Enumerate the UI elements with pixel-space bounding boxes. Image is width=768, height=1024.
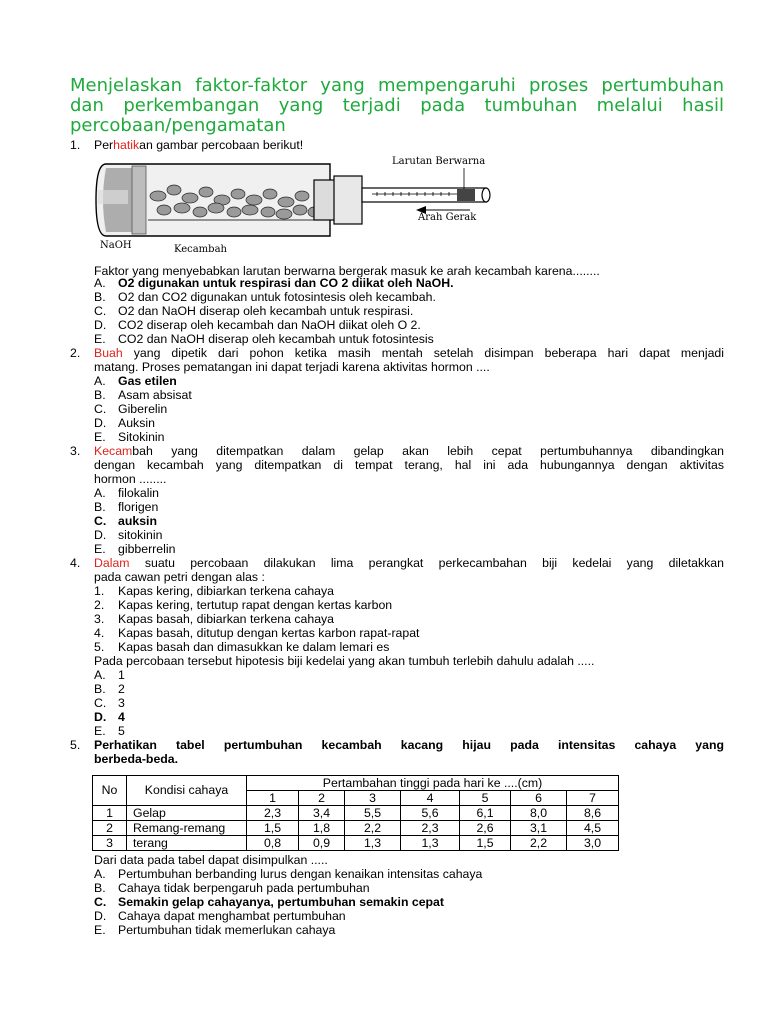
q3-option-e: E. gibberrelin	[94, 542, 176, 556]
table-cell: 3,1	[511, 821, 567, 836]
q3-stem-line3: hormon ........	[94, 472, 167, 486]
q4-item-3: 3. Kapas basah, dibiarkan terkena cahaya	[94, 612, 335, 626]
q2-option-b: B. Asam absisat	[94, 388, 192, 402]
q2-number: 2.	[70, 346, 81, 360]
row-no: 3	[93, 836, 127, 851]
q2-option-d: D. Auksin	[94, 416, 155, 430]
row-kondisi: Remang-remang	[127, 821, 247, 836]
q1-option-a: A. O2 digunakan untuk respirasi dan CO 2 diikat oleh NaOH.	[94, 276, 454, 290]
table-cell: 5,6	[401, 806, 460, 821]
q4-item-5: 5. Kapas basah dan dimasukkan ke dalam lemari es	[94, 640, 390, 654]
header-day: 3	[345, 791, 401, 806]
q4-option-a: A. 1	[94, 668, 125, 682]
label-arah-gerak: Arah Gerak	[418, 212, 477, 223]
q4-stem-line2: pada cawan petri dengan alas :	[94, 570, 265, 584]
row-no: 1	[93, 806, 127, 821]
q4-number: 4.	[70, 556, 81, 570]
table-cell: 2,2	[345, 821, 401, 836]
q1-option-d: D. CO2 diserap oleh kecambah dan NaOH diikat oleh O 2.	[94, 318, 421, 332]
row-kondisi: Gelap	[127, 806, 247, 821]
table-row	[93, 806, 619, 821]
q5-option-a: A. Pertumbuhan berbanding lurus dengan kenaikan intensitas cahaya	[94, 867, 483, 881]
label-kecambah: Kecambah	[174, 244, 227, 255]
table-cell: 0,8	[247, 836, 299, 851]
table-cell: 8,6	[567, 806, 619, 821]
table-cell: 1,5	[247, 821, 299, 836]
q4-item-4: 4. Kapas basah, ditutup dengan kertas karbon rapat-rapat	[94, 626, 420, 640]
table-row	[93, 821, 619, 836]
table-cell: 6,1	[460, 806, 511, 821]
page-title	[70, 76, 724, 136]
q3-option-b: B. florigen	[94, 500, 159, 514]
label-larutan: Larutan Berwarna	[392, 156, 486, 167]
q5-option-d: D. Cahaya dapat menghambat pertumbuhan	[94, 909, 346, 923]
q1-option-e: E. CO2 dan NaOH diserap oleh kecambah untuk fotosintesis	[94, 332, 434, 346]
q5-stem-line2: berbeda-beda.	[94, 752, 179, 766]
q5-stem-line1: Perhatikan tabel pertumbuhan kecambah kacang hijau pada intensitas cahaya yang	[94, 738, 724, 752]
q3-number: 3.	[70, 444, 81, 458]
q5-option-e: E. Pertumbuhan tidak memerlukan cahaya	[94, 923, 336, 937]
q2-option-c: C. Giberelin	[94, 402, 168, 416]
table-cell: 3,0	[567, 836, 619, 851]
table-cell: 0,9	[299, 836, 345, 851]
q4-option-c: C. 3	[94, 696, 125, 710]
title-line-1: Menjelaskan faktor-faktor yang mempengaruhi proses pertumbuhan	[70, 75, 724, 96]
q2-option-a: A. Gas etilen	[94, 374, 177, 388]
q4-option-d: D. 4	[94, 710, 125, 724]
q4-item-2: 2. Kapas kering, tertutup rapat dengan kertas karbon	[94, 598, 393, 612]
table-cell: 1,5	[460, 836, 511, 851]
q2-stem-line2: matang. Proses pematangan ini dapat terjadi karena aktivitas hormon ....	[94, 360, 490, 374]
header-day: 2	[299, 791, 345, 806]
tube-highlight	[98, 190, 128, 204]
q5-option-b: B. Cahaya tidak berpengaruh pada pertumbuhan	[94, 881, 370, 895]
stopper-cap	[334, 176, 362, 224]
table-cell: 4,5	[567, 821, 619, 836]
q1-option-b: B. O2 dan CO2 digunakan untuk fotosintesis oleh kecambah.	[94, 290, 436, 304]
table-cell: 3,4	[299, 806, 345, 821]
q5-number: 5.	[70, 738, 81, 752]
q2-stem-line1: Buah yang dipetik dari pohon ketika masih mentah setelah disimpan beberapa hari dapat menjadi	[94, 346, 724, 360]
q3-option-d: D. sitokinin	[94, 528, 163, 542]
title-line-2: dan perkembangan yang terjadi pada tumbuhan melalui hasil	[70, 95, 724, 116]
q1-question: Faktor yang menyebabkan larutan berwarna bergerak masuk ke arah kecambah karena........	[94, 264, 600, 278]
q3-option-a: A. filokalin	[94, 486, 160, 500]
q2-option-e: E. Sitokinin	[94, 430, 165, 444]
header-day: 7	[567, 791, 619, 806]
row-kondisi: terang	[127, 836, 247, 851]
table-cell: 5,5	[345, 806, 401, 821]
table-cell: 2,3	[247, 806, 299, 821]
header-pertambahan: Pertambahan tinggi pada hari ke ....(cm)	[247, 776, 619, 791]
table-cell: 2,2	[511, 836, 567, 851]
header-day: 4	[401, 791, 460, 806]
header-no: No	[93, 776, 127, 806]
header-day: 5	[460, 791, 511, 806]
q3-stem-line2: dengan kecambah yang ditempatkan di tempat terang, hal ini ada hubungannya dengan aktivitas	[94, 458, 724, 472]
title-line-3: percobaan/pengamatan	[70, 115, 286, 136]
table-cell: 1,8	[299, 821, 345, 836]
q5-option-c: C. Semakin gelap cahayanya, pertumbuhan semakin cepat	[94, 895, 444, 909]
q4-option-b: B. 2	[94, 682, 125, 696]
header-day: 6	[511, 791, 567, 806]
table-cell: 2,3	[401, 821, 460, 836]
table-cell: 1,3	[401, 836, 460, 851]
table-cell: 1,3	[345, 836, 401, 851]
label-naoh: NaOH	[100, 240, 132, 251]
header-kondisi: Kondisi cahaya	[127, 776, 247, 806]
capillary-end	[482, 188, 490, 202]
q1-stem: 1. Perhatikan gambar percobaan berikut!	[70, 138, 304, 152]
row-no: 2	[93, 821, 127, 836]
q4-option-e: E. 5	[94, 724, 125, 738]
q4-stem-line1: Dalam suatu percobaan dilakukan lima perangkat perkecambahan biji kedelai yang diletakkan	[94, 556, 724, 570]
q5-question: Dari data pada tabel dapat disimpulkan .....	[94, 853, 328, 867]
colored-solution	[457, 189, 475, 201]
naoh-plug	[132, 166, 146, 234]
growth-table	[92, 775, 619, 851]
table-row	[93, 836, 619, 851]
q4-item-1: 1. Kapas kering, dibiarkan terkena cahaya	[94, 584, 335, 598]
q1-option-c: C. O2 dan NaOH diserap oleh kecambah untuk respirasi.	[94, 304, 414, 318]
table-cell: 2,6	[460, 821, 511, 836]
table-cell: 8,0	[511, 806, 567, 821]
q3-stem-line1: Kecambah yang ditempatkan dalam gelap akan lebih cepat pertumbuhannya dibandingkan	[94, 444, 724, 458]
q3-option-c: C. auksin	[94, 514, 157, 528]
experiment-diagram	[92, 150, 512, 262]
q4-question: Pada percobaan tersebut hipotesis biji kedelai yang akan tumbuh terlebih dahulu adalah .....	[94, 654, 595, 668]
stopper	[314, 180, 336, 220]
header-day: 1	[247, 791, 299, 806]
